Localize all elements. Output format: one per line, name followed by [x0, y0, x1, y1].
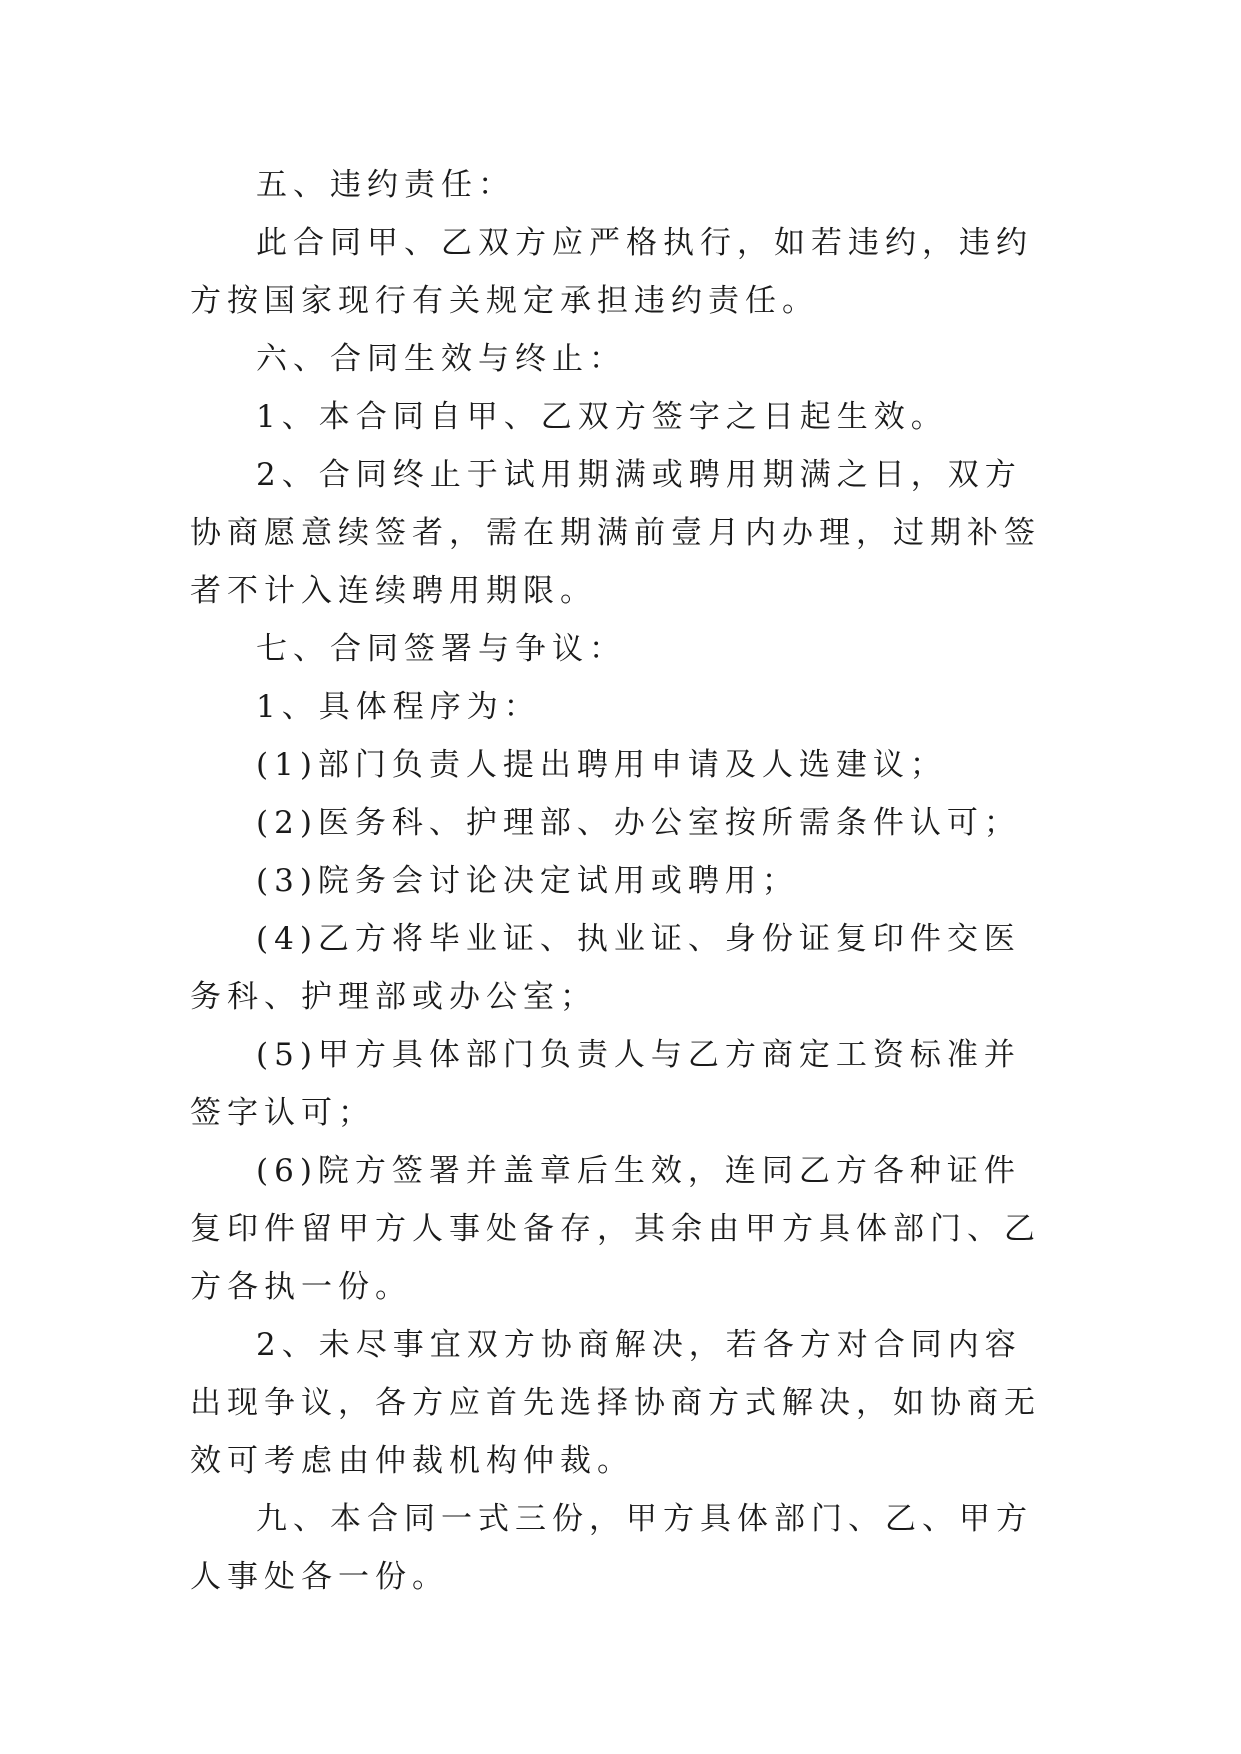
procedure-step-3: (3)院务会讨论决定试用或聘用； [256, 863, 799, 899]
procedure-step-4: (4)乙方将毕业证、执业证、身份证复印件交医务科、护理部或办公室； [190, 921, 1021, 1015]
section-heading-effect-termination: 六、合同生效与终止： [256, 341, 626, 377]
procedure-step-5: (5)甲方具体部门负责人与乙方商定工资标准并签字认可； [190, 1037, 1021, 1131]
section-heading-signing-disputes: 七、合同签署与争议： [256, 631, 626, 667]
document-body [190, 156, 1050, 1606]
clause-termination-renewal: 2、合同终止于试用期满或聘用期满之日，双方协商愿意续签者，需在期满前壹月内办理，过期补签者不计入连续聘用期限。 [190, 457, 1041, 609]
procedure-step-6: (6)院方签署并盖章后生效，连同乙方各种证件复印件留甲方人事处备存，其余由甲方具体部门、乙方各执一份。 [190, 1153, 1041, 1305]
section-heading-breach-liability: 五、违约责任： [256, 167, 515, 203]
clause-procedure-heading: 1、具体程序为： [256, 689, 541, 725]
procedure-step-2: (2)医务科、护理部、办公室按所需条件认可； [256, 805, 1021, 841]
clause-dispute-resolution: 2、未尽事宜双方协商解决，若各方对合同内容出现争议，各方应首先选择协商方式解决，如协商无效可考虑由仲裁机构仲裁。 [190, 1327, 1041, 1479]
procedure-step-1: (1)部门负责人提出聘用申请及人选建议； [256, 747, 947, 783]
paragraph-breach-liability: 此合同甲、乙双方应严格执行，如若违约，违约方按国家现行有关规定承担违约责任。 [190, 225, 1033, 319]
clause-copies: 九、本合同一式三份，甲方具体部门、乙、甲方人事处各一份。 [190, 1501, 1033, 1595]
clause-effective-date: 1、本合同自甲、乙双方签字之日起生效。 [256, 399, 948, 435]
